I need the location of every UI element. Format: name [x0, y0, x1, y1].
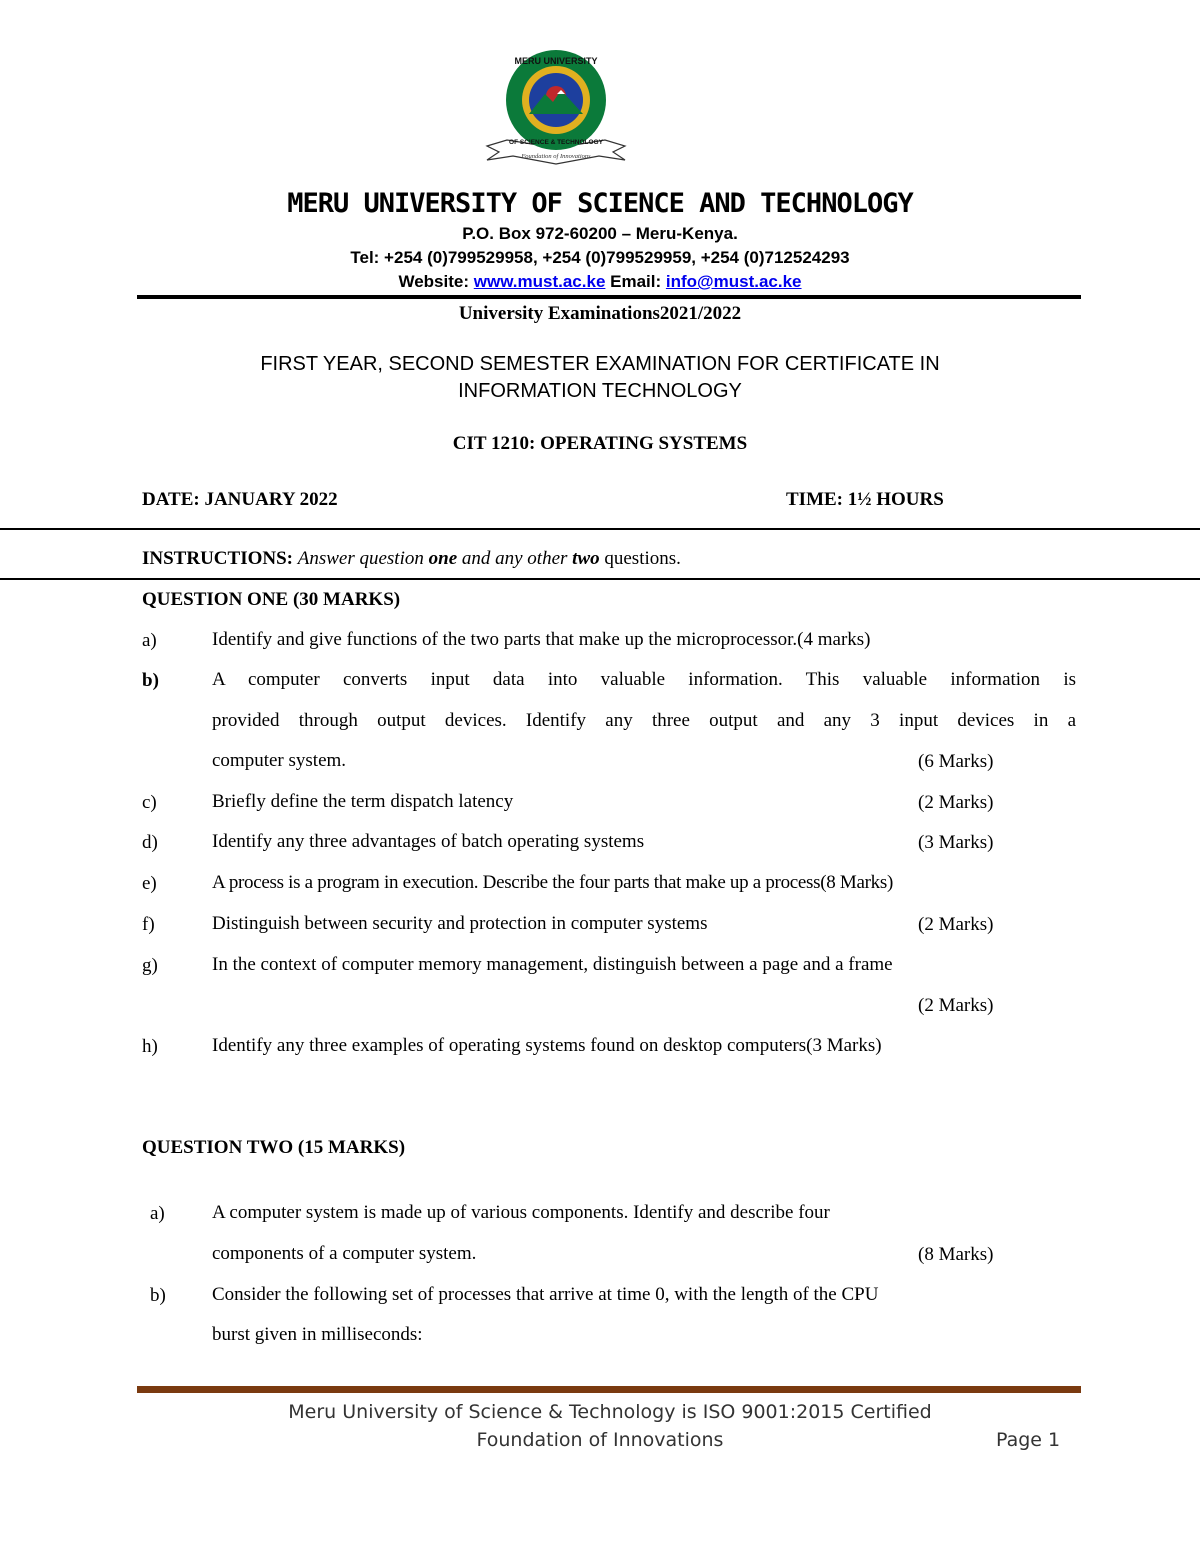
- q2-a-marks: (8 Marks): [918, 1244, 994, 1265]
- q1-b-line2: provided through output devices. Identify any three output and any 3 input devices in a: [212, 710, 1076, 731]
- q1-f-marks: (2 Marks): [918, 914, 994, 935]
- instructions-text-b: one: [428, 548, 458, 569]
- exam-title-line1: FIRST YEAR, SECOND SEMESTER EXAMINATION FOR CERTIFICATE IN: [260, 353, 940, 375]
- instructions-divider: [0, 578, 1200, 580]
- logo-banner-text: Foundation of Innovations: [521, 153, 591, 160]
- q1-f-label: f): [142, 914, 155, 935]
- q2-a-label: a): [150, 1203, 165, 1224]
- q1-b-marks: (6 Marks): [918, 751, 994, 772]
- date-divider: [0, 528, 1200, 530]
- question-two-heading: QUESTION TWO (15 MARKS): [142, 1137, 406, 1158]
- q1-c-text: Briefly define the term dispatch latency: [212, 791, 514, 812]
- website-label: Website:: [398, 272, 470, 291]
- instructions-label: INSTRUCTIONS:: [142, 548, 293, 569]
- q1-c-label: c): [142, 792, 157, 813]
- q1-g-marks: (2 Marks): [918, 995, 994, 1016]
- instructions-text-c: and any other: [461, 548, 568, 569]
- q1-h-text: Identify any three examples of operating systems found on desktop computers(3 Marks): [212, 1035, 882, 1056]
- q1-d-marks: (3 Marks): [918, 832, 994, 853]
- q1-g-label: g): [142, 955, 158, 976]
- logo-ring-text-bottom: OF SCIENCE & TECHNOLOGY: [509, 139, 603, 146]
- q1-f-text: Distinguish between security and protection in computer systems: [212, 913, 708, 934]
- q1-a-label: a): [142, 630, 157, 651]
- q1-e-label: e): [142, 873, 157, 894]
- footer-motto: Foundation of Innovations: [476, 1429, 724, 1451]
- exam-title-line2: INFORMATION TECHNOLOGY: [458, 380, 742, 402]
- q1-b-label: b): [142, 670, 159, 691]
- q2-a-line1: A computer system is made up of various components. Identify and describe four: [212, 1202, 830, 1223]
- instructions-text-a: Answer question: [297, 548, 424, 569]
- website-link[interactable]: www.must.ac.ke: [473, 272, 606, 291]
- contact-line: [0, 272, 1200, 292]
- postal-address: P.O. Box 972-60200 – Meru-Kenya.: [462, 224, 738, 243]
- q1-d-text: Identify any three advantages of batch operating systems: [212, 831, 645, 852]
- exam-time: TIME: 1½ HOURS: [786, 489, 944, 510]
- logo-ring-text-top: MERU UNIVERSITY: [514, 56, 598, 66]
- instructions: [142, 548, 681, 570]
- q1-c-marks: (2 Marks): [918, 792, 994, 813]
- university-logo: [477, 48, 635, 168]
- footer-divider: [137, 1386, 1081, 1393]
- q1-e-text: A process is a program in execution. Describe the four parts that make up a process(8 Marks): [212, 872, 893, 893]
- q2-b-line1: Consider the following set of processes that arrive at time 0, with the length of the CPU: [212, 1284, 879, 1305]
- q2-a-line2: components of a computer system.: [212, 1243, 477, 1264]
- university-name: MERU UNIVERSITY OF SCIENCE AND TECHNOLOGY: [287, 188, 913, 219]
- exam-session: University Examinations2021/2022: [458, 303, 742, 324]
- course-title: CIT 1210: OPERATING SYSTEMS: [452, 433, 748, 454]
- q1-a-text: Identify and give functions of the two parts that make up the microprocessor.(4 marks): [212, 629, 871, 650]
- header-divider: [137, 295, 1081, 299]
- email-link[interactable]: info@must.ac.ke: [665, 272, 802, 291]
- footer-certification: Meru University of Science & Technology is ISO 9001:2015 Certified: [288, 1401, 932, 1423]
- q2-b-label: b): [150, 1285, 166, 1306]
- q1-d-label: d): [142, 832, 158, 853]
- email-label: Email:: [610, 272, 662, 291]
- exam-date: DATE: JANUARY 2022: [142, 489, 338, 510]
- instructions-text-d: two: [572, 548, 600, 569]
- telephone-numbers: Tel: +254 (0)799529958, +254 (0)799529959, +254 (0)712524293: [350, 248, 850, 267]
- q1-g-text: In the context of computer memory management, distinguish between a page and a frame: [212, 954, 893, 975]
- q1-h-label: h): [142, 1036, 158, 1057]
- instructions-text-e: questions.: [604, 548, 681, 569]
- q2-b-line2: burst given in milliseconds:: [212, 1324, 423, 1345]
- page-number: Page 1: [996, 1429, 1061, 1451]
- q1-b-line3: computer system.: [212, 750, 347, 771]
- q1-b-line1: A computer converts input data into valuable information. This valuable information is: [212, 669, 1076, 690]
- question-one-heading: QUESTION ONE (30 MARKS): [142, 589, 401, 610]
